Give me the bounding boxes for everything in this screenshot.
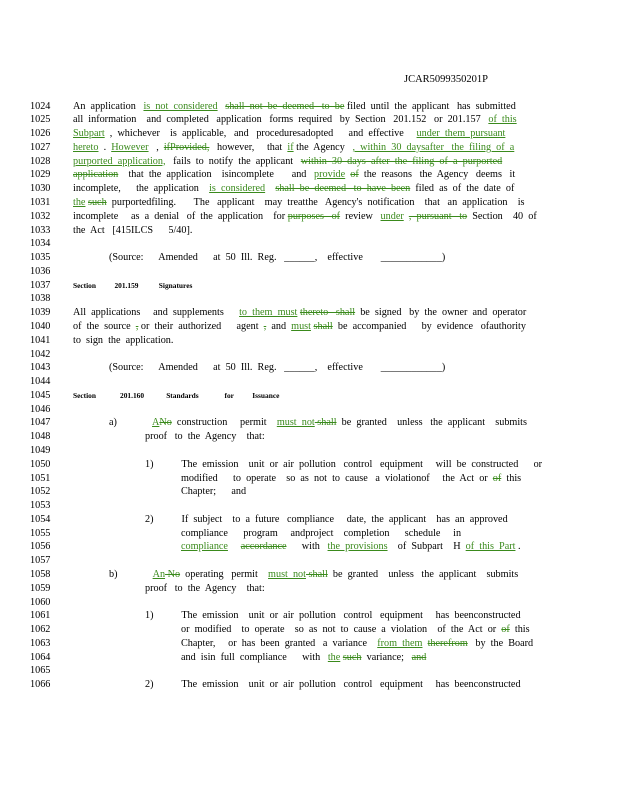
- text-segment: fails to notify the applicant: [165, 155, 301, 167]
- line-text: [181, 472, 521, 486]
- line-1037: [0, 279, 618, 293]
- text-segment: purportedfiling. The applicant may treatthe Agency's notification that an application is: [106, 196, 525, 208]
- line-1049: [0, 444, 618, 458]
- line-number: 1044: [30, 376, 51, 388]
- line-text: [181, 637, 533, 651]
- text-segment: be granted unless the applicant submits: [336, 417, 527, 429]
- deleted-text: and: [411, 651, 427, 663]
- line-1035: [0, 251, 618, 265]
- line-number: 1027: [30, 141, 51, 153]
- line-number: 1051: [30, 472, 51, 484]
- line-number: 1047: [30, 417, 51, 429]
- deleted-text: of: [501, 624, 510, 636]
- line-1045: [0, 389, 618, 403]
- line-1048: [0, 430, 618, 444]
- line-1056: [0, 540, 618, 554]
- deleted-text: of: [350, 169, 359, 181]
- line-1058: [0, 568, 618, 582]
- text-segment: a): [109, 417, 153, 429]
- line-1053: [0, 499, 618, 513]
- text-segment: all information and completed application forms required by Section 201.152 or 201.157: [73, 114, 489, 126]
- line-number: 1043: [30, 362, 51, 374]
- line-1044: [0, 375, 618, 389]
- line-number: 1026: [30, 128, 51, 140]
- deleted-text: purposes of: [287, 210, 341, 222]
- line-1030: [0, 182, 618, 196]
- text-segment: and: [266, 320, 292, 332]
- inserted-text: of this: [488, 114, 517, 126]
- line-number: 1053: [30, 500, 51, 512]
- deleted-text: shall: [305, 569, 328, 581]
- text-segment: incomplete as a denial of the application for: [73, 210, 288, 222]
- line-number: 1035: [30, 252, 51, 264]
- deleted-text: within 30 days after the filing of a purported: [300, 155, 503, 167]
- line-text: [73, 306, 526, 320]
- text-segment: be granted unless the applicant submits: [327, 569, 519, 581]
- text-segment: be signed by the owner and operator: [355, 307, 527, 319]
- line-text: [73, 224, 192, 238]
- deleted-text: shall: [314, 417, 337, 429]
- text-segment: to sign the application.: [73, 334, 174, 346]
- text-segment: Section 40 of: [467, 210, 537, 222]
- inserted-text: if: [287, 141, 294, 153]
- text-segment: variance;: [361, 651, 412, 663]
- inserted-text: the: [327, 651, 341, 663]
- line-text: [145, 513, 508, 527]
- line-number: 1046: [30, 403, 51, 415]
- line-text: [73, 320, 526, 334]
- line-1051: [0, 472, 618, 486]
- deleted-text: No: [165, 569, 181, 581]
- section-heading: Section 201.160 Standards for Issuance: [73, 390, 280, 400]
- inserted-text: must: [291, 320, 311, 332]
- line-1043: [0, 361, 618, 375]
- line-number: 1060: [30, 596, 51, 608]
- inserted-text: hereto: [73, 141, 99, 153]
- line-number: 1054: [30, 513, 51, 525]
- line-text: [145, 458, 542, 472]
- inserted-text: compliance: [181, 541, 228, 553]
- inserted-text: under: [380, 210, 404, 222]
- line-1034: [0, 237, 618, 251]
- line-number: 1040: [30, 320, 51, 332]
- text-segment: (Source: Amended at 50 Ill. Reg. ______, effective ____________): [109, 252, 446, 264]
- line-1059: [0, 582, 618, 596]
- deleted-text: ,: [135, 320, 139, 332]
- text-segment: or modified to operate so as not to cause a violation of the Act or: [181, 624, 502, 636]
- text-segment: [228, 541, 241, 552]
- text-segment: compliance program andproject completion schedule in: [181, 527, 462, 539]
- line-text: [73, 210, 537, 224]
- text-segment: 1) The emission unit or air pollution control equipment has beenconstructed: [145, 610, 521, 622]
- text-segment: proof to the Agency that:: [145, 582, 265, 594]
- line-number: 1045: [30, 389, 51, 401]
- section-heading: Section 201.159 Signatures: [73, 280, 193, 290]
- line-number: 1061: [30, 610, 51, 622]
- inserted-text: to them must: [239, 307, 298, 319]
- line-1025: [0, 113, 618, 127]
- inserted-text: of this Part: [465, 541, 516, 553]
- line-number: 1042: [30, 348, 51, 360]
- deleted-text: ifProvided,: [163, 141, 210, 153]
- line-text: [73, 127, 505, 141]
- line-1057: [0, 554, 618, 568]
- line-text: [109, 568, 518, 582]
- text-segment: that the application isincomplete and: [118, 169, 315, 181]
- text-segment: ,: [148, 141, 164, 153]
- line-1024: [0, 100, 618, 114]
- line-1052: [0, 485, 618, 499]
- line-1028: [0, 155, 618, 169]
- line-1026: [0, 127, 618, 141]
- line-1039: [0, 306, 618, 320]
- line-text: [73, 100, 516, 114]
- text-segment: operating permit: [180, 569, 269, 581]
- deleted-text: of: [492, 472, 502, 484]
- line-text: [73, 113, 517, 127]
- line-number: 1037: [30, 279, 51, 291]
- line-number: 1039: [30, 307, 51, 319]
- line-1055: [0, 527, 618, 541]
- line-1062: [0, 623, 618, 637]
- line-1033: [0, 224, 618, 238]
- line-1054: [0, 513, 618, 527]
- text-segment: Chapter; and: [181, 486, 247, 498]
- line-1065: [0, 664, 618, 678]
- line-number: 1036: [30, 265, 51, 277]
- text-segment: of the source: [73, 320, 136, 332]
- deleted-text: application: [73, 169, 119, 181]
- line-text: [73, 389, 279, 403]
- line-number: 1048: [30, 431, 51, 443]
- line-1038: [0, 292, 618, 306]
- line-number: 1032: [30, 210, 51, 222]
- inserted-text: Subpart: [73, 128, 105, 140]
- line-text: [73, 141, 514, 155]
- text-segment: incomplete, the application: [73, 183, 210, 195]
- text-segment: the Act [415ILCS 5/40].: [73, 224, 193, 236]
- line-text: [145, 582, 265, 596]
- line-number: 1033: [30, 224, 51, 236]
- line-1060: [0, 596, 618, 610]
- line-number: 1062: [30, 624, 51, 636]
- line-number: 1052: [30, 486, 51, 498]
- text-segment: , whichever is applicable, and proceduresadopted and effective: [104, 128, 417, 140]
- line-text: [73, 334, 173, 348]
- deleted-text: therefrom: [427, 637, 468, 649]
- line-1050: [0, 458, 618, 472]
- text-segment: this: [501, 472, 522, 484]
- text-segment: An application: [73, 100, 144, 112]
- inserted-text: An: [152, 569, 166, 581]
- text-segment: .: [515, 541, 521, 553]
- line-1061: [0, 609, 618, 623]
- line-number: 1031: [30, 196, 51, 208]
- inserted-text: from them: [377, 637, 423, 649]
- text-segment: this: [509, 624, 530, 636]
- text-segment: (Source: Amended at 50 Ill. Reg. ______, effective ____________): [109, 362, 446, 374]
- line-text: [181, 485, 246, 499]
- deleted-text: ,: [263, 320, 267, 332]
- line-text: [181, 527, 461, 541]
- line-1047: [0, 416, 618, 430]
- text-segment: construction permit: [171, 417, 277, 429]
- text-segment: by the Board: [467, 637, 534, 649]
- line-number: 1034: [30, 238, 51, 250]
- inserted-text: is considered: [209, 183, 266, 195]
- line-1046: [0, 403, 618, 417]
- text-segment: or their authorized agent: [138, 320, 264, 332]
- line-number: 1028: [30, 155, 51, 167]
- line-number: 1057: [30, 555, 51, 567]
- line-text: [145, 430, 265, 444]
- text-segment: with: [286, 541, 328, 553]
- line-text: [73, 155, 502, 169]
- line-number: 1050: [30, 458, 51, 470]
- line-text: [181, 651, 426, 665]
- text-segment: 1) The emission unit or air pollution control equipment will be constructed or: [145, 458, 543, 470]
- text-segment: 2) The emission unit or air pollution control equipment has beenconstructed: [145, 679, 521, 691]
- line-1027: [0, 141, 618, 155]
- line-text: [73, 168, 515, 182]
- deleted-text: such: [342, 651, 362, 663]
- line-text: [109, 361, 445, 375]
- line-number: 1058: [30, 569, 51, 581]
- line-number: 1025: [30, 114, 51, 126]
- line-text: [73, 182, 514, 196]
- line-number: 1064: [30, 651, 51, 663]
- line-number: 1055: [30, 527, 51, 539]
- inserted-text: the provisions: [327, 541, 388, 553]
- line-1040: [0, 320, 618, 334]
- inserted-text: However: [111, 141, 149, 153]
- deleted-text: such: [88, 196, 107, 208]
- deleted-text: shall: [313, 320, 333, 332]
- line-number: 1066: [30, 679, 51, 691]
- text-segment: modified to operate so as not to cause a violationof the Act or: [181, 472, 493, 484]
- line-number: 1056: [30, 541, 51, 553]
- text-segment: b): [109, 569, 153, 581]
- line-number: 1065: [30, 665, 51, 677]
- text-segment: and isin full compliance with: [181, 651, 328, 663]
- text-segment: review: [340, 210, 381, 222]
- line-1029: [0, 168, 618, 182]
- inserted-text: must not: [268, 569, 306, 581]
- deleted-text: accordance: [240, 541, 287, 553]
- line-1036: [0, 265, 618, 279]
- line-text: [181, 623, 530, 637]
- line-text: [181, 540, 521, 554]
- text-segment: filed as of the date of: [410, 183, 515, 195]
- inserted-text: , within 30 daysafter the filing of a: [352, 141, 515, 153]
- text-segment: the Agency: [293, 141, 353, 153]
- inserted-text: is not considered: [143, 100, 218, 112]
- line-1031: [0, 196, 618, 210]
- text-segment: filed until the applicant has submitted: [344, 100, 516, 112]
- inserted-text: under them pursuant: [416, 128, 506, 140]
- line-text: [73, 196, 525, 210]
- inserted-text: must not: [276, 417, 315, 429]
- line-1066: [0, 678, 618, 692]
- text-segment: be accompanied by evidence ofauthority: [332, 320, 526, 332]
- text-segment: proof to the Agency that:: [145, 431, 265, 443]
- line-1063: [0, 637, 618, 651]
- line-1041: [0, 334, 618, 348]
- line-number: 1049: [30, 445, 51, 456]
- line-1032: [0, 210, 618, 224]
- line-text: [109, 251, 445, 265]
- line-1064: [0, 651, 618, 665]
- text-segment: of Subpart H: [387, 541, 466, 553]
- text-segment: Chapter, or has been granted a variance: [181, 637, 378, 649]
- inserted-text: purported application,: [73, 155, 166, 167]
- text-segment: All applications and supplements: [73, 307, 240, 319]
- text-segment: the reasons the Agency deems it: [358, 169, 516, 181]
- text-segment: .: [98, 141, 112, 153]
- line-number: 1029: [30, 169, 51, 181]
- document-id: JCAR5099350201P: [404, 74, 489, 85]
- text-segment: [265, 183, 275, 194]
- deleted-text: No: [159, 417, 172, 429]
- line-number: 1059: [30, 582, 51, 594]
- inserted-text: the: [73, 196, 86, 208]
- line-number: 1024: [30, 100, 51, 112]
- deleted-text: , pursuant to: [408, 210, 468, 222]
- line-number: 1038: [30, 293, 51, 305]
- deleted-text: shall not be deemed to be: [225, 100, 345, 112]
- line-number: 1030: [30, 183, 51, 195]
- deleted-text: shall be deemed to have been: [275, 183, 411, 195]
- line-text: [73, 279, 192, 293]
- inserted-text: A: [152, 417, 160, 429]
- inserted-text: provide: [314, 169, 346, 181]
- line-text: [145, 609, 521, 623]
- line-text: [145, 678, 521, 692]
- line-text: [109, 416, 527, 430]
- line-1042: [0, 348, 618, 362]
- line-number: 1041: [30, 334, 51, 346]
- text-segment: 2) If subject to a future compliance date, the applicant has an approved: [145, 513, 508, 525]
- text-segment: however, that: [209, 141, 288, 153]
- line-number: 1063: [30, 637, 51, 649]
- deleted-text: thereto shall: [299, 307, 356, 319]
